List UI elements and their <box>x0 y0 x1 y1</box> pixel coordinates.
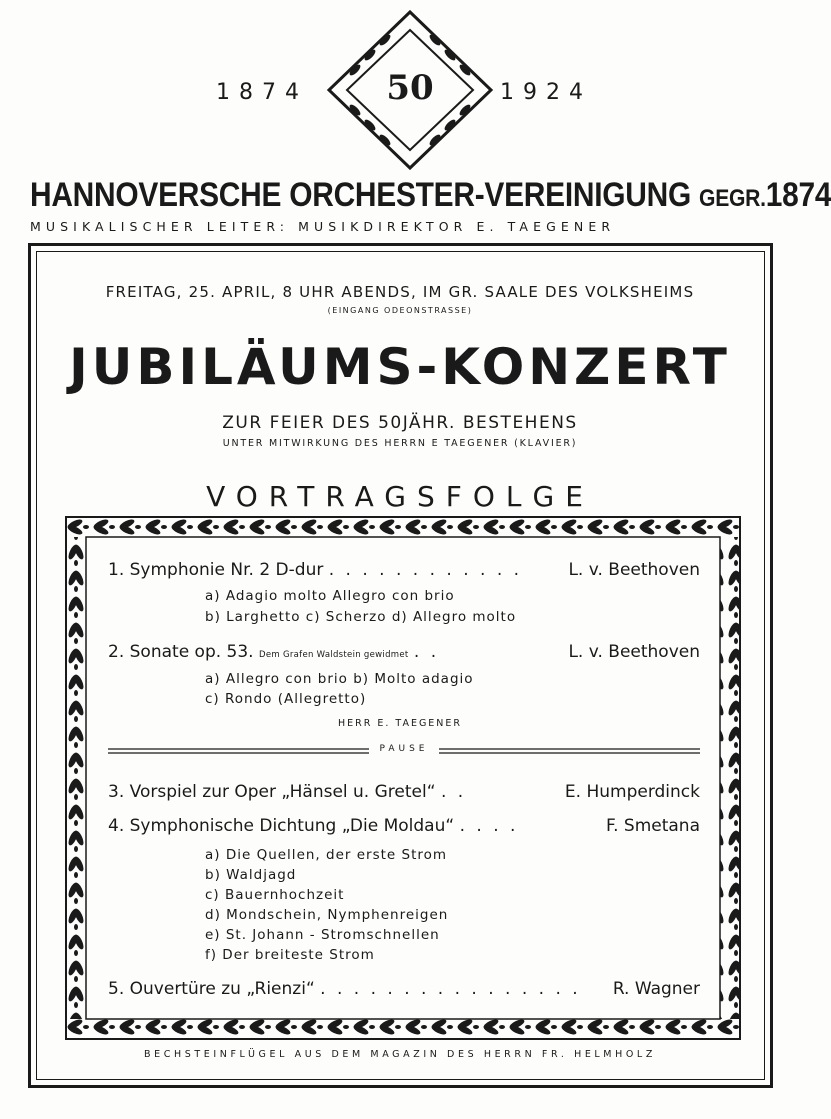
org-title <box>30 176 831 215</box>
item-leader-dots: . . . . <box>459 816 519 836</box>
concert-title: JUBILÄUMS-KONZERT <box>69 338 731 396</box>
program-item-2 <box>108 642 700 662</box>
performer-note: HERR E. TAEGENER <box>337 718 463 729</box>
soloist-note: UNTER MITWIRKUNG DES HERRN E TAEGENER (KLAVIER) <box>222 438 578 449</box>
item-number: 4. <box>108 816 125 836</box>
program-item-4 <box>108 816 700 836</box>
movement-line: b) Waldjagd <box>205 867 297 883</box>
item-number: 3. <box>108 782 125 802</box>
item-dedication: Dem Grafen Waldstein gewidmet <box>259 650 409 660</box>
item-title: Symphonische Dichtung „Die Moldau“ <box>129 816 455 836</box>
music-director-line: MUSIKALISCHER LEITER: MUSIKDIREKTOR E. TAEGENER <box>30 219 616 234</box>
program-item-5 <box>108 979 700 999</box>
program-item-1 <box>108 560 700 580</box>
entrance-note: (EINGANG ODEONSTRASSE) <box>327 306 473 315</box>
program-item-3 <box>108 782 700 802</box>
item-number: 1. <box>108 560 125 580</box>
emblem-number: 50 <box>386 68 434 108</box>
movement-line: c) Rondo (Allegretto) <box>205 691 367 707</box>
item-composer: L. v. Beethoven <box>568 642 700 662</box>
item-composer: E. Humperdinck <box>564 782 700 802</box>
item-number: 5. <box>108 979 125 999</box>
founded-year: 1874 <box>765 176 831 214</box>
pause-label: PAUSE <box>369 744 439 754</box>
item-composer: R. Wagner <box>612 979 700 999</box>
item-number: 2. <box>108 642 125 662</box>
item-composer: F. Smetana <box>606 816 700 836</box>
item-leader-dots: . . . . . . . . . . . . <box>328 560 523 580</box>
item-composer: L. v. Beethoven <box>568 560 700 580</box>
occasion-line: ZUR FEIER DES 50JÄHR. BESTEHENS <box>222 413 578 433</box>
item-title: Symphonie Nr. 2 D-dur <box>129 560 324 580</box>
movement-line: a) Adagio molto Allegro con brio <box>205 588 455 604</box>
program-heading: VORTRAGSFOLGE <box>206 480 594 513</box>
movement-line: c) Bauernhochzeit <box>205 887 345 903</box>
item-title: Ouvertüre zu „Rienzi“ <box>129 979 315 999</box>
year-end: 1924 <box>500 80 592 105</box>
movement-line: f) Der breiteste Strom <box>205 947 375 963</box>
movement-line: a) Die Quellen, der erste Strom <box>205 847 448 863</box>
year-start: 1874 <box>216 80 308 105</box>
founded-label: GEGR. <box>699 185 766 212</box>
movement-line: e) St. Johann - Stromschnellen <box>205 927 440 943</box>
movement-line: d) Mondschein, Nymphenreigen <box>205 907 449 923</box>
movement-line: b) Larghetto c) Scherzo d) Allegro molto <box>205 609 517 625</box>
event-date-line: FREITAG, 25. APRIL, 8 UHR ABENDS, IM GR. SAALE DES VOLKSHEIMS <box>105 283 695 301</box>
item-leader-dots: . . <box>440 782 467 802</box>
piano-credit: BECHSTEINFLÜGEL AUS DEM MAGAZIN DES HERRN FR. HELMHOLZ <box>144 1049 656 1060</box>
item-title: Sonate op. 53. <box>129 642 254 662</box>
item-title: Vorspiel zur Oper „Hänsel u. Gretel“ <box>129 782 436 802</box>
movement-line: a) Allegro con brio b) Molto adagio <box>205 671 474 687</box>
item-leader-dots: . . <box>413 642 440 662</box>
item-leader-dots: . . . . . . . . . . . . . . . . <box>320 979 581 999</box>
org-name: HANNOVERSCHE ORCHESTER-VEREINIGUNG <box>30 176 691 214</box>
